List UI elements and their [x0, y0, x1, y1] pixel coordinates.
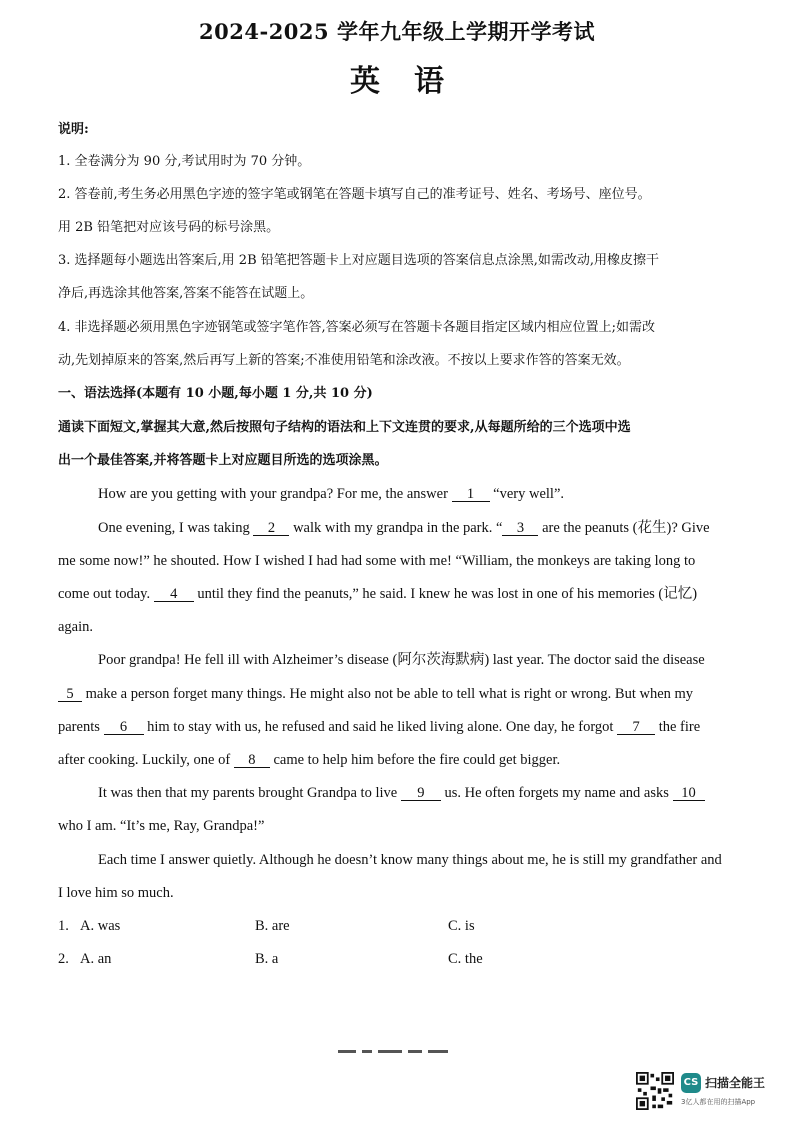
passage-text: him to stay with us, he refused and said he liked living alone. One day, he forgot [147, 719, 614, 735]
blank-7: 7 [617, 720, 655, 735]
instructions-heading: 说明: [58, 122, 89, 137]
scanner-app-name: 扫描全能王 [705, 1076, 766, 1090]
passage-text: walk with my grandpa in the park. “ [293, 520, 503, 536]
passage-line: Each time I answer quietly. Although he doesn’t know many things about me, he is still my grandfather and [98, 852, 722, 868]
blank-8: 8 [234, 753, 270, 768]
passage-line [58, 586, 748, 602]
passage-line: again. [58, 619, 94, 635]
passage-text: make a person forget many things. He might also not be able to tell what is right or wrong. But when my [85, 686, 694, 702]
instruction-3-cont: 净后,再选涂其他答案,答案不能答在试题上。 [58, 286, 314, 301]
subject-title: 英语 [350, 64, 478, 99]
passage-line: me some now!” he shouted. How I wished I had had some with me! “William, the monkeys are taking long to [58, 553, 696, 569]
blank-9: 9 [401, 786, 441, 801]
passage-text: after cooking. Luckily, one of [58, 752, 231, 768]
scanner-tagline: 3亿人都在用的扫描App [681, 1098, 756, 1106]
passage-line: Poor grandpa! He fell ill with Alzheimer’s disease (阿尔茨海默病) last year. The doctor said the disease [98, 652, 705, 668]
qr-code-icon [636, 1072, 674, 1110]
blank-5: 5 [58, 687, 82, 702]
section-heading: 一、语法选择(本题有 10 小题,每小题 1 分,共 10 分) [58, 386, 373, 401]
blank-6: 6 [104, 720, 144, 735]
instruction-4: 4. 非选择题必须用黑色字迹钢笔或签字笔作答,答案必须写在答题卡各题目指定区域内相应位置上;如需改 [58, 320, 656, 335]
page-footer-mark [338, 1050, 468, 1058]
question-number: 2. [58, 951, 69, 967]
blank-10: 10 [673, 786, 705, 801]
camscanner-logo-icon: CS [681, 1073, 701, 1093]
passage-text: How are you getting with your grandpa? For me, the answer [98, 486, 448, 502]
passage-text: It was then that my parents brought Grandpa to live [98, 785, 398, 801]
passage-line: who I am. “It’s me, Ray, Grandpa!” [58, 818, 265, 834]
passage-text: came to help him before the fire could get bigger. [273, 752, 561, 768]
question-number: 1. [58, 918, 69, 934]
passage-text: until they find the peanuts,” he said. I knew he was lost in one of his memories (记忆) [197, 586, 698, 602]
passage-text: the fire [658, 719, 701, 735]
option-b: B. are [255, 918, 290, 934]
passage-line [98, 785, 748, 801]
option-a: A. was [80, 918, 121, 934]
instruction-2-cont: 用 2B 铅笔把对应该号码的标号涂黑。 [58, 220, 280, 235]
passage-text: are the peanuts (花生)? Give [542, 520, 710, 536]
section-directions-1: 通读下面短文,掌握其大意,然后按照句子结构的语法和上下文连贯的要求,从每题所给的三个选项中选 [58, 420, 631, 435]
instruction-4-cont: 动,先划掉原来的答案,然后再写上新的答案;不准使用铅笔和涂改液。不按以上要求作答的答案无效。 [58, 353, 630, 368]
option-b: B. a [255, 951, 279, 967]
instruction-3: 3. 选择题每小题选出答案后,用 2B 铅笔把答题卡上对应题目选项的答案信息点涂黑,如需改动,用橡皮擦干 [58, 253, 660, 268]
option-a: A. an [80, 951, 112, 967]
option-c: C. is [448, 918, 475, 934]
passage-text: us. He often forgets my name and asks [444, 785, 669, 801]
passage-text: “very well”. [493, 486, 565, 502]
passage-text: parents [58, 719, 100, 735]
option-c: C. the [448, 951, 483, 967]
blank-1: 1 [452, 487, 490, 502]
passage-text: One evening, I was taking [98, 520, 250, 536]
exam-title: 2024-2025 学年九年级上学期开学考试 [199, 19, 595, 44]
passage-line [58, 719, 748, 735]
passage-line [98, 486, 748, 502]
passage-line: I love him so much. [58, 885, 174, 901]
blank-2: 2 [253, 521, 289, 536]
instruction-2: 2. 答卷前,考生务必用黑色字迹的签字笔或钢笔在答题卡填写自己的准考证号、姓名、考场号、座位号。 [58, 187, 651, 202]
instruction-1: 1. 全卷满分为 90 分,考试用时为 70 分钟。 [58, 154, 311, 169]
blank-3: 3 [502, 521, 538, 536]
passage-line [58, 752, 748, 768]
passage-text: come out today. [58, 586, 151, 602]
passage-line [58, 686, 748, 702]
passage-line [98, 520, 748, 536]
section-directions-2: 出一个最佳答案,并将答题卡上对应题目所选的选项涂黑。 [58, 453, 388, 468]
blank-4: 4 [154, 587, 194, 602]
